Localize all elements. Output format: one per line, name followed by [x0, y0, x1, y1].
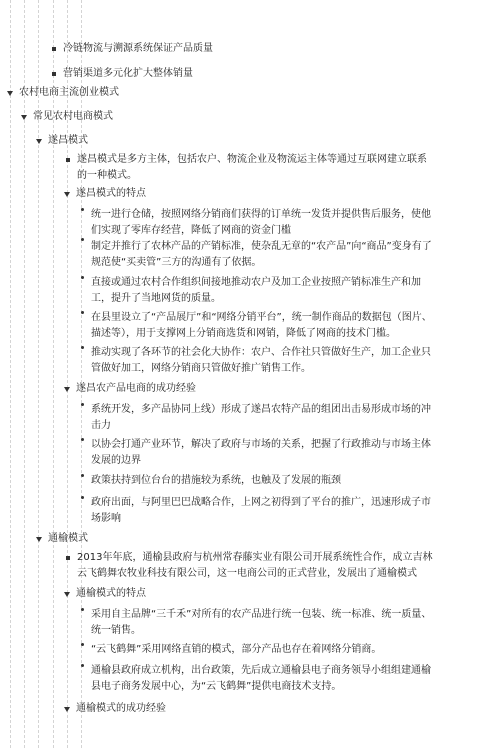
outline-item: 推动实现了各环节的社会化大协作：农户、合作社只管做好生产，加工企业只 管做好加工，网络分销商只管做好推广销售工作。	[91, 347, 431, 374]
bullet	[81, 664, 84, 667]
bullet	[81, 208, 84, 211]
outline-item: 制定并推行了农林产品的产销标准，使杂乱无章的“农产品”向“商品”变身有了 规范使“买卖管”三方的沟通有了依据。	[91, 241, 432, 268]
bullet	[81, 438, 84, 441]
bullet	[81, 643, 84, 646]
outline-item: 农村电商主流创业模式	[19, 87, 119, 98]
outline-item: 遂昌模式的特点	[76, 188, 146, 199]
collapse-toggle-icon[interactable]	[7, 91, 13, 96]
bullet	[66, 556, 70, 560]
collapse-toggle-icon[interactable]	[64, 387, 70, 392]
outline-item: 以协会打通产业环节，解决了政府与市场的关系，把握了行政推动与市场主体 发展的边界	[91, 439, 431, 466]
outline-item: 遂昌农产品电商的成功经验	[76, 383, 196, 394]
outline-item: 统一进行仓储，按照网络分销商们获得的订单统一发货并提供售后服务，使他 们实现了零库存经营，降低了网商的资金门槛	[91, 209, 431, 236]
outline-item: 通榆县政府成立机构，出台政策，先后成立通榆县电子商务领导小组组建通榆 县电子商务发展中心，为“云飞鹤舞”提供电商技术支持。	[91, 665, 431, 692]
outline-item: 遂昌模式是多方主体，包括农户、物流企业及物流运主体等通过互联网建立联系 的一种模式。	[77, 154, 427, 181]
outline-item: 政府出面，与阿里巴巴战略合作，上网之初得到了平台的推广，迅速形成子市 场影响	[91, 497, 431, 524]
outline-item: 2013年年底，通榆县政府与杭州常春藤实业有限公司开展系统性合作，成立吉林 云飞鹤舞农牧业科技有限公司，这一电商公司的正式营业，发展出了通榆模式	[77, 552, 433, 579]
outline-item: 政策扶持到位台台的措施较为系统，也触及了发展的瓶颈	[91, 475, 341, 486]
bullet	[81, 276, 84, 279]
outline-item: 采用自主品牌“三千禾”对所有的农产品进行统一包装、统一标准、统一质量、 统一销售。	[91, 609, 432, 636]
outline-item: 常见农村电商模式	[33, 111, 113, 122]
bullet	[52, 72, 56, 76]
collapse-toggle-icon[interactable]	[64, 707, 70, 712]
outline-item: 通榆模式的成功经验	[76, 703, 166, 714]
bullet	[81, 496, 84, 499]
bullet	[52, 47, 56, 51]
collapse-toggle-icon[interactable]	[64, 592, 70, 597]
outline-item: 冷链物流与溯源系统保证产品质量	[63, 43, 213, 54]
bullet	[81, 238, 84, 241]
bullet	[81, 474, 84, 477]
outline-item: 通榆模式的特点	[76, 588, 146, 599]
collapse-toggle-icon[interactable]	[36, 139, 42, 144]
outline-item: 遂昌模式	[48, 135, 88, 146]
bullet	[81, 403, 84, 406]
bullet	[81, 346, 84, 349]
outline-item: 营销渠道多元化扩大整体销量	[63, 68, 193, 79]
collapse-toggle-icon[interactable]	[64, 192, 70, 197]
outline-item: 直接或通过农村合作组织间接地推动农户及加工企业按照产销标准生产和加 工，提升了当地网货的质量。	[91, 277, 421, 304]
bullet	[66, 158, 70, 162]
bullet	[81, 311, 84, 314]
outline-item: 在县里设立了“产品展厅”和“网络分销平台”，统一制作商品的数据包（图片、 描述等），用于支撑网上分销商选货和网销，降低了网商的技术门槛。	[91, 312, 432, 339]
outline-item: 通榆模式	[48, 533, 88, 544]
outline-item: “云飞鹤舞”采用网络直销的模式，部分产品也存在着网络分销商。	[91, 644, 382, 655]
collapse-toggle-icon[interactable]	[36, 537, 42, 542]
outline-item: 系统开发，多产品协同上线）形成了遂昌农特产品的组团出击易形成市场的冲 击力	[91, 404, 431, 431]
collapse-toggle-icon[interactable]	[21, 115, 27, 120]
bullet	[81, 608, 84, 611]
